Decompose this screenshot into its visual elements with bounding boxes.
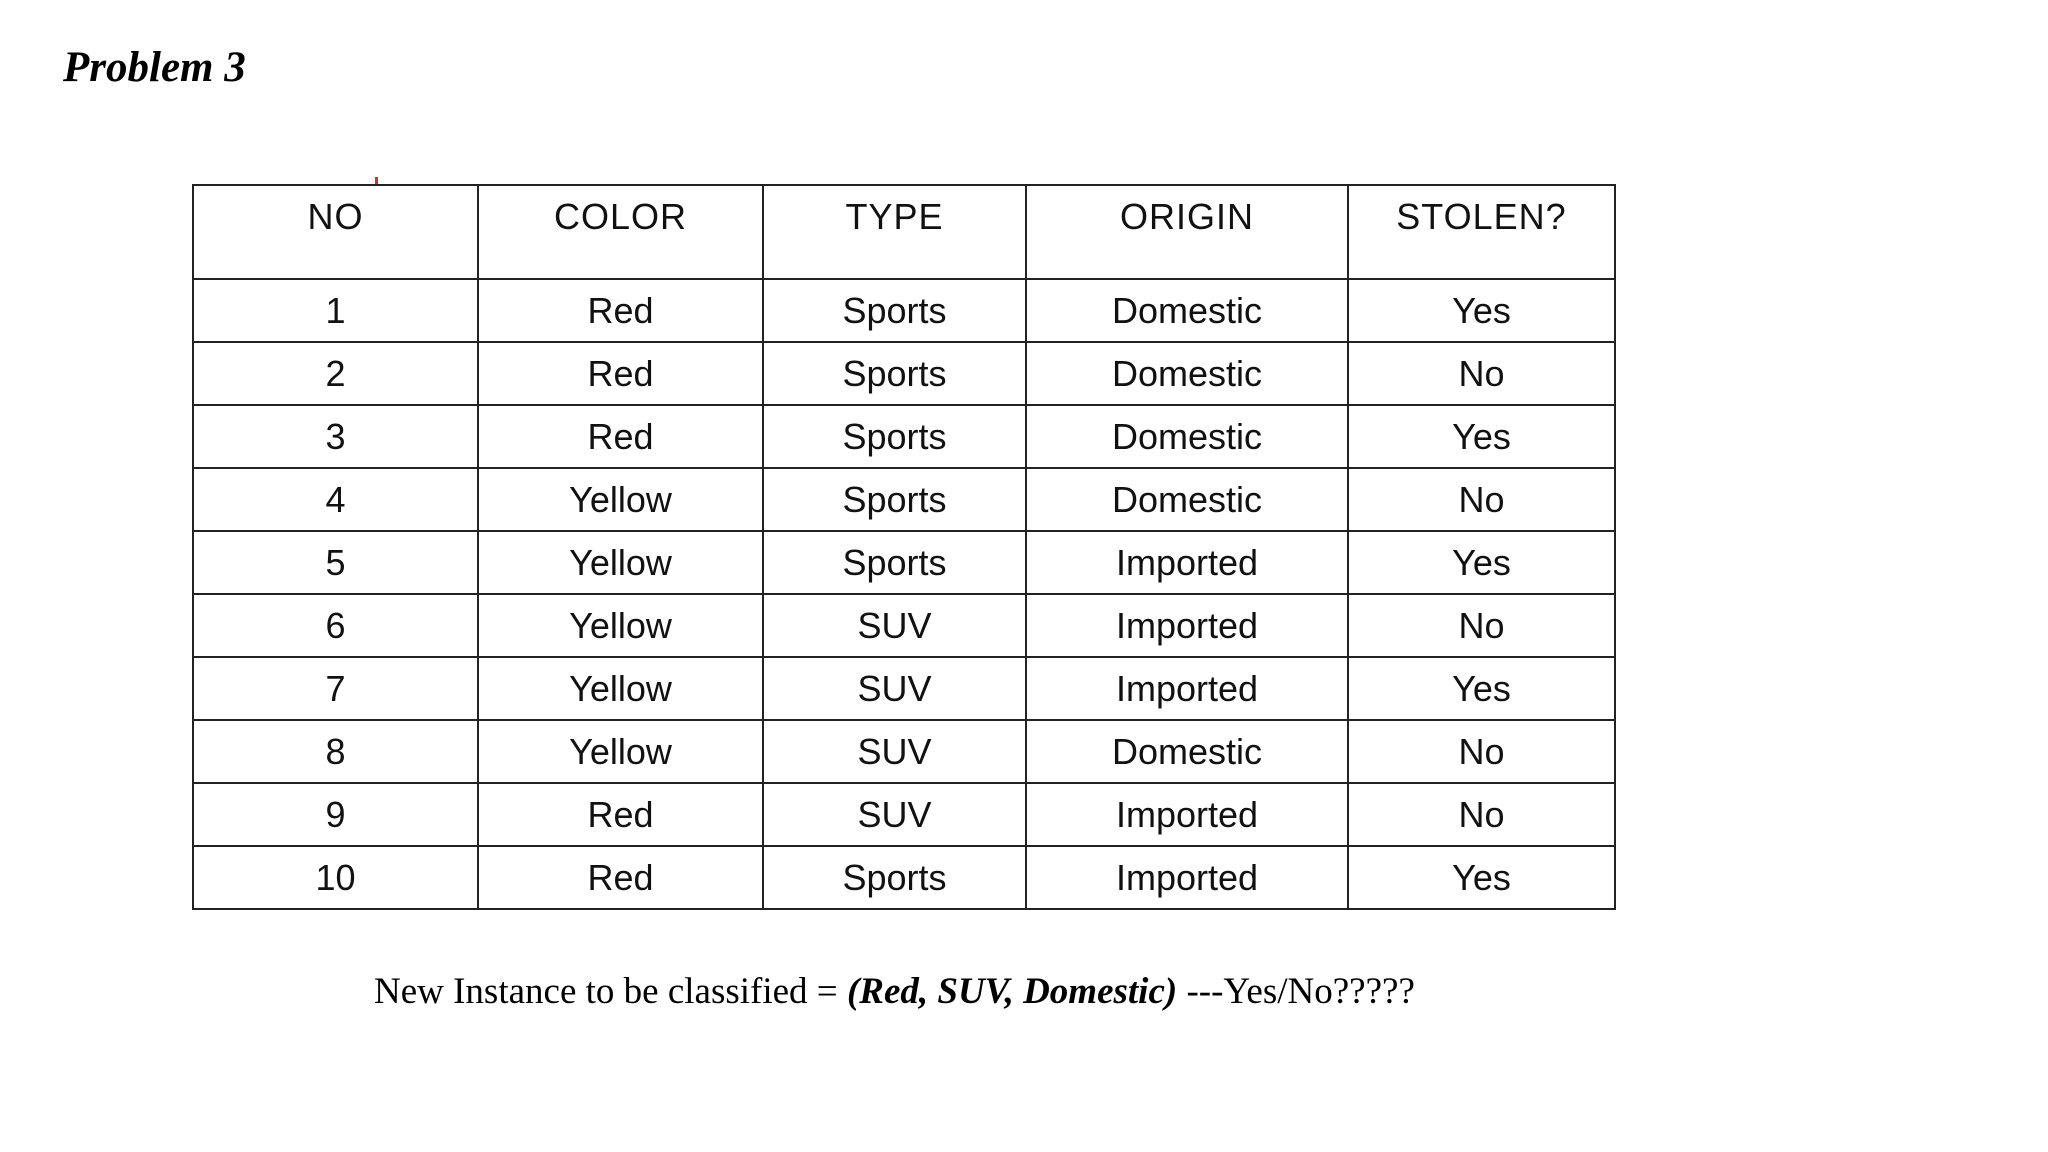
- cell-type: Sports: [763, 342, 1026, 405]
- cell-origin: Domestic: [1026, 468, 1348, 531]
- cell-color: Red: [478, 846, 763, 909]
- cell-origin: Imported: [1026, 657, 1348, 720]
- question-instance: (Red, SUV, Domestic): [846, 971, 1178, 1012]
- cell-type: Sports: [763, 468, 1026, 531]
- cell-color: Yellow: [478, 720, 763, 783]
- table-body: [193, 279, 1615, 909]
- header-stolen: STOLEN?: [1348, 185, 1615, 279]
- cell-color: Red: [478, 405, 763, 468]
- cell-type: SUV: [763, 594, 1026, 657]
- cell-no: 1: [193, 279, 478, 342]
- table-header: [193, 185, 1615, 279]
- cell-origin: Domestic: [1026, 720, 1348, 783]
- data-table: [192, 184, 1616, 910]
- cell-color: Red: [478, 342, 763, 405]
- cell-color: Yellow: [478, 468, 763, 531]
- cell-no: 9: [193, 783, 478, 846]
- table-row: [193, 468, 1615, 531]
- cell-type: SUV: [763, 657, 1026, 720]
- cell-origin: Imported: [1026, 783, 1348, 846]
- cell-no: 3: [193, 405, 478, 468]
- cell-stolen: Yes: [1348, 657, 1615, 720]
- header-no: NO: [193, 185, 478, 279]
- header-origin: ORIGIN: [1026, 185, 1348, 279]
- cell-stolen: No: [1348, 342, 1615, 405]
- cell-stolen: Yes: [1348, 405, 1615, 468]
- table-row: [193, 783, 1615, 846]
- table-row: [193, 657, 1615, 720]
- cell-no: 4: [193, 468, 478, 531]
- cell-type: Sports: [763, 846, 1026, 909]
- cell-stolen: Yes: [1348, 846, 1615, 909]
- table-row: [193, 342, 1615, 405]
- cell-origin: Domestic: [1026, 342, 1348, 405]
- cell-stolen: Yes: [1348, 279, 1615, 342]
- classification-question: [374, 970, 1415, 1013]
- cell-color: Yellow: [478, 594, 763, 657]
- cell-color: Yellow: [478, 531, 763, 594]
- header-color: COLOR: [478, 185, 763, 279]
- cell-stolen: No: [1348, 720, 1615, 783]
- question-suffix: ---Yes/No?????: [1177, 971, 1415, 1012]
- table-row: [193, 405, 1615, 468]
- table-row: [193, 846, 1615, 909]
- cell-origin: Imported: [1026, 594, 1348, 657]
- cell-type: Sports: [763, 531, 1026, 594]
- cell-no: 8: [193, 720, 478, 783]
- cell-no: 7: [193, 657, 478, 720]
- cell-origin: Domestic: [1026, 279, 1348, 342]
- table-row: [193, 720, 1615, 783]
- cell-origin: Imported: [1026, 846, 1348, 909]
- header-row: [193, 185, 1615, 279]
- cell-no: 5: [193, 531, 478, 594]
- question-prefix: New Instance to be classified =: [374, 971, 847, 1012]
- cell-type: SUV: [763, 783, 1026, 846]
- cell-type: Sports: [763, 405, 1026, 468]
- cell-no: 10: [193, 846, 478, 909]
- cell-type: Sports: [763, 279, 1026, 342]
- cell-type: SUV: [763, 720, 1026, 783]
- cell-color: Red: [478, 279, 763, 342]
- cell-stolen: No: [1348, 594, 1615, 657]
- cell-no: 6: [193, 594, 478, 657]
- table-row: [193, 594, 1615, 657]
- table-row: [193, 279, 1615, 342]
- cell-no: 2: [193, 342, 478, 405]
- page-title: Problem 3: [63, 44, 246, 91]
- cell-color: Red: [478, 783, 763, 846]
- cell-stolen: Yes: [1348, 531, 1615, 594]
- header-type: TYPE: [763, 185, 1026, 279]
- cell-origin: Imported: [1026, 531, 1348, 594]
- cell-stolen: No: [1348, 468, 1615, 531]
- cell-origin: Domestic: [1026, 405, 1348, 468]
- table-row: [193, 531, 1615, 594]
- cell-color: Yellow: [478, 657, 763, 720]
- cell-stolen: No: [1348, 783, 1615, 846]
